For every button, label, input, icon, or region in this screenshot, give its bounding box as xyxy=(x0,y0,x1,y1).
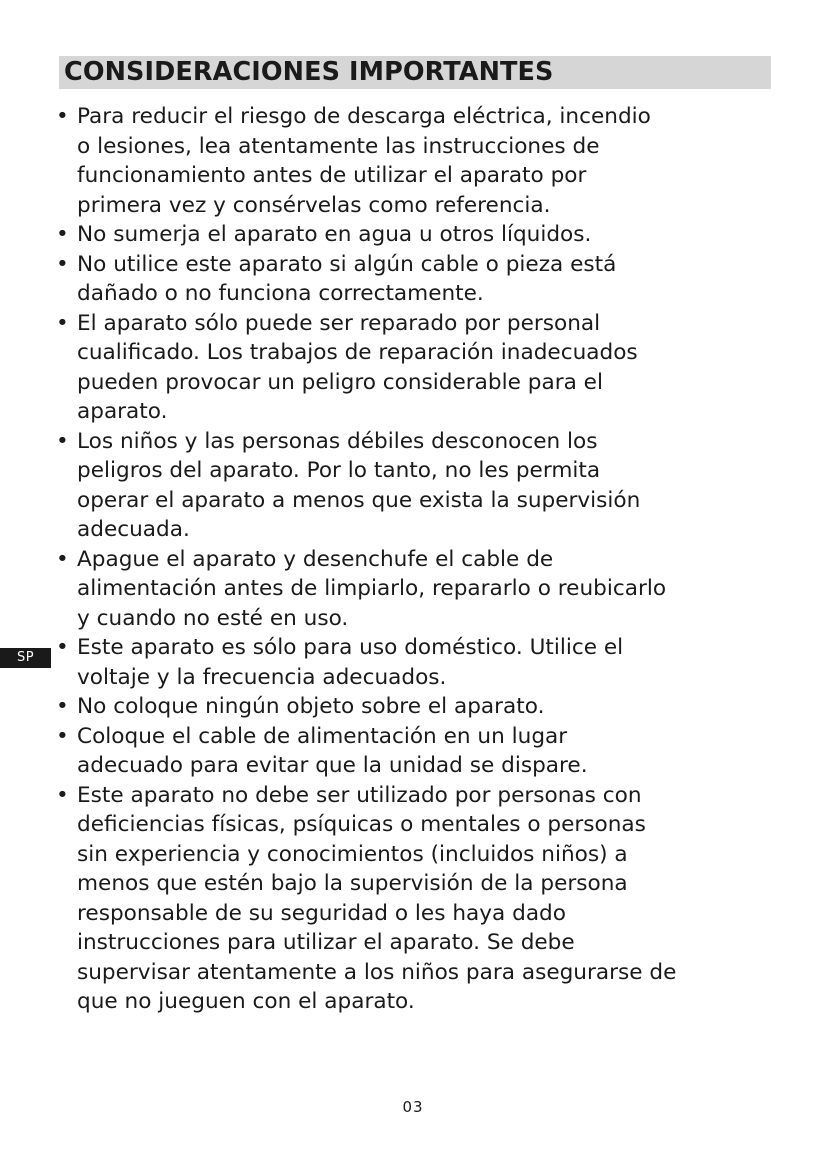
list-item-line: Este aparato no debe ser utilizado por personas con xyxy=(77,782,642,808)
bullet-icon: • xyxy=(56,428,69,454)
list-item-line: dañado o no funciona correctamente. xyxy=(77,281,484,306)
list-item-line: cualificado. Los trabajos de reparación inadecuados xyxy=(77,340,638,365)
list-item-line: adecuada. xyxy=(77,517,190,542)
list-item-line: voltaje y la frecuencia adecuados. xyxy=(77,664,447,690)
bullet-icon: • xyxy=(56,104,69,129)
list-item-line: pueden provocar un peligro considerable para el xyxy=(77,369,603,395)
list-item-line: y cuando no esté en uso. xyxy=(77,605,349,631)
list-item-line: No utilice este aparato si algún cable o pieza está xyxy=(77,251,617,277)
bullet-icon: • xyxy=(56,635,69,660)
list-item-line: No sumerja el aparato en agua u otros líquidos. xyxy=(77,222,592,247)
list-item xyxy=(56,250,768,309)
list-item-line: responsable de su seguridad o les haya dado xyxy=(77,900,566,926)
list-item-line: peligros del aparato. Por lo tanto, no les permita xyxy=(77,458,601,483)
list-item-line: sin experiencia y conocimientos (incluidos niños) a xyxy=(77,841,628,867)
list-item-line: aparato. xyxy=(77,399,168,424)
list-item-line: adecuado para evitar que la unidad se dispare. xyxy=(77,753,588,778)
list-item-line: Coloque el cable de alimentación en un lugar xyxy=(77,723,568,749)
bullet-icon: • xyxy=(56,222,69,247)
list-item-line: supervisar atentamente a los niños para asegurarse de xyxy=(77,959,677,985)
list-item xyxy=(56,220,768,250)
list-item-line: alimentación antes de limpiarlo, repararlo o reubicarlo xyxy=(77,576,667,601)
list-item-line: Los niños y las personas débiles desconocen los xyxy=(77,428,598,454)
bullet-icon: • xyxy=(56,694,69,719)
list-item-line: menos que estén bajo la supervisión de la persona xyxy=(77,871,628,896)
list-item xyxy=(56,692,768,722)
list-item xyxy=(56,102,768,220)
bullet-icon: • xyxy=(56,723,69,749)
list-item-line: o lesiones, lea atentamente las instrucciones de xyxy=(77,133,600,159)
bullet-icon: • xyxy=(56,782,69,808)
list-item xyxy=(56,781,768,1017)
list-item-line: funcionamiento antes de utilizar el aparato por xyxy=(77,163,587,188)
list-item-line: No coloque ningún objeto sobre el aparato. xyxy=(77,694,545,719)
list-item xyxy=(56,427,768,545)
list-item xyxy=(56,633,768,692)
list-item xyxy=(56,309,768,427)
bullet-icon: • xyxy=(56,310,69,336)
page-title: CONSIDERACIONES IMPORTANTES xyxy=(64,57,554,87)
list-item-line: deficiencias físicas, psíquicas o mentales o personas xyxy=(77,812,646,837)
list-item-line: instrucciones para utilizar el aparato. Se debe xyxy=(77,930,575,955)
list-item-line: Para reducir el riesgo de descarga eléctrica, incendio xyxy=(77,104,651,129)
bullet-icon: • xyxy=(56,251,69,277)
list-item-line: operar el aparato a menos que exista la supervisión xyxy=(77,487,641,513)
list-item xyxy=(56,545,768,634)
list-item-line: Este aparato es sólo para uso doméstico. Utilice el xyxy=(77,635,624,660)
list-item-line: El aparato sólo puede ser reparado por personal xyxy=(77,310,601,336)
language-tab: SP xyxy=(0,648,51,668)
safety-instructions-list xyxy=(56,102,768,1017)
list-item-line: Apague el aparato y desenchufe el cable de xyxy=(77,546,554,572)
bullet-icon: • xyxy=(56,546,69,572)
page-number: 03 xyxy=(402,1098,424,1116)
list-item-line: primera vez y consérvelas como referencia. xyxy=(77,192,551,218)
list-item xyxy=(56,722,768,781)
list-item-line: que no jueguen con el aparato. xyxy=(77,989,415,1014)
